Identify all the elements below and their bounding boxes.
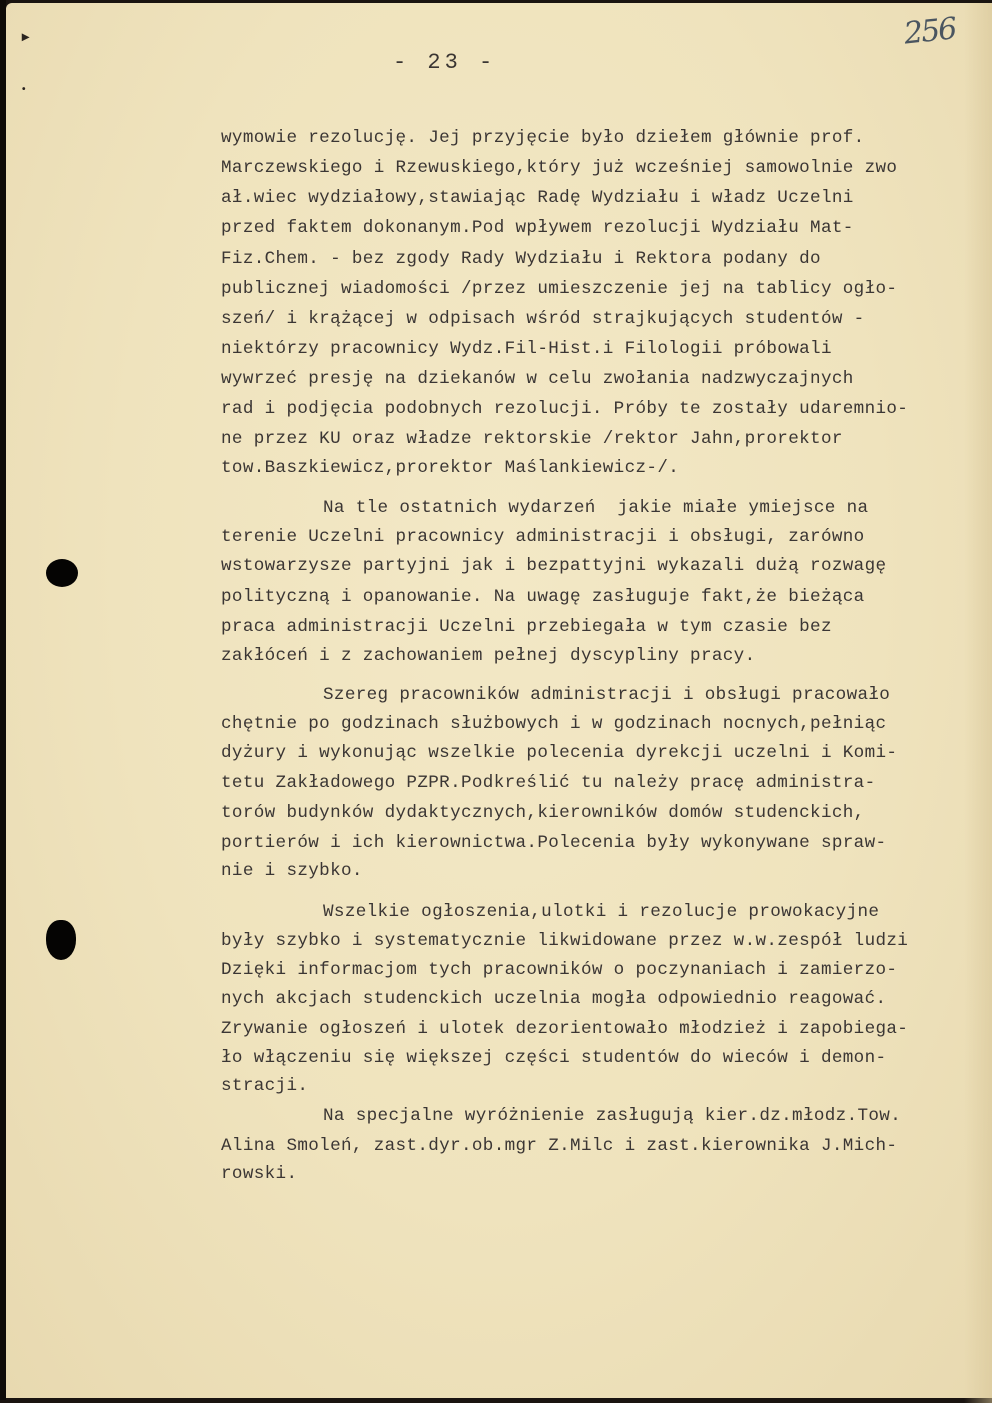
text-line: ło włączeniu się większej części studentów do wieców i demon- [221, 1048, 887, 1068]
text-line-paragraph-start: Na specjalne wyróżnienie zasługują kier.dz.młodz.Tow. [323, 1106, 902, 1126]
punch-hole [46, 920, 76, 960]
text-line: rowski. [221, 1164, 298, 1184]
text-line: wywrzeć presję na dziekanów w celu zwołania nadzwyczajnych [221, 369, 854, 389]
margin-mark: • [22, 84, 26, 95]
page-edge-shading [964, 3, 992, 1403]
text-line: szeń/ i krążącej w odpisach wśród strajkujących studentów - [221, 309, 865, 329]
text-line: zakłóceń i z zachowaniem pełnej dyscypliny pracy. [221, 646, 756, 666]
text-line: terenie Uczelni pracownicy administracji i obsługi, zarówno [221, 527, 865, 547]
text-line: chętnie po godzinach służbowych i w godzinach nocnych,pełniąc [221, 714, 887, 734]
text-line: nie i szybko. [221, 861, 363, 881]
text-line: przed faktem dokonanym.Pod wpływem rezolucji Wydziału Mat- [221, 218, 854, 238]
text-line: Marczewskiego i Rzewuskiego,który już wcześniej samowolnie zwo [221, 158, 898, 178]
handwritten-folio-number: 256 [902, 11, 957, 52]
text-line: praca administracji Uczelni przebiegała w tym czasie bez [221, 617, 832, 637]
text-line: stracji. [221, 1076, 309, 1096]
text-line: ne przez KU oraz władze rektorskie /rektor Jahn,prorektor [221, 429, 843, 449]
text-line: nych akcjach studenckich uczelnia mogła odpowiednio reagować. [221, 989, 887, 1009]
text-line: tetu Zakładowego PZPR.Podkreślić tu należy pracę administra- [221, 773, 876, 793]
text-line: Zrywanie ogłoszeń i ulotek dezorientowało młodzież i zapobiega- [221, 1019, 909, 1039]
text-line-paragraph-start: Na tle ostatnich wydarzeń jakie miałe ymiejsce na [323, 498, 869, 518]
margin-mark: ▸ [22, 28, 30, 44]
text-line: Fiz.Chem. - bez zgody Rady Wydziału i Rektora podany do [221, 249, 821, 269]
text-line: dyżury i wykonując wszelkie polecenia dyrekcji uczelni i Komi- [221, 743, 898, 763]
text-line: były szybko i systematycznie likwidowane przez w.w.zespół ludzi [221, 931, 909, 951]
text-line: polityczną i opanowanie. Na uwagę zasługuje fakt,że bieżąca [221, 587, 865, 607]
text-line: niektórzy pracownicy Wydz.Fil-Hist.i Filologii próbowali [221, 339, 832, 359]
text-line: Alina Smoleń, zast.dyr.ob.mgr Z.Milc i zast.kierownika J.Mich- [221, 1136, 898, 1156]
text-line: wymowie rezolucję. Jej przyjęcie było dziełem głównie prof. [221, 128, 865, 148]
text-line-paragraph-start: Wszelkie ogłoszenia,ulotki i rezolucje prowokacyjne [323, 902, 880, 922]
page-number: - 23 - [393, 50, 497, 75]
punch-hole [46, 559, 78, 587]
text-line: rad i podjęcia podobnych rezolucji. Próby te zostały udaremnio- [221, 399, 909, 419]
text-line-paragraph-start: Szereg pracowników administracji i obsługi pracowało [323, 685, 891, 705]
text-line: tow.Baszkiewicz,prorektor Maślankiewicz-/. [221, 458, 680, 478]
text-line: portierów i ich kierownictwa.Polecenia były wykonywane spraw- [221, 833, 887, 853]
text-line: torów budynków dydaktycznych,kierowników domów studenckich, [221, 803, 865, 823]
text-line: Dzięki informacjom tych pracowników o poczynaniach i zamierzo- [221, 960, 898, 980]
text-line: wstowarzysze partyjni jak i bezpattyjni wykazali dużą rozwagę [221, 556, 887, 576]
text-line: publicznej wiadomości /przez umieszczenie jej na tablicy ogło- [221, 279, 898, 299]
text-line: ał.wiec wydziałowy,stawiając Radę Wydziału i władz Uczelni [221, 188, 854, 208]
